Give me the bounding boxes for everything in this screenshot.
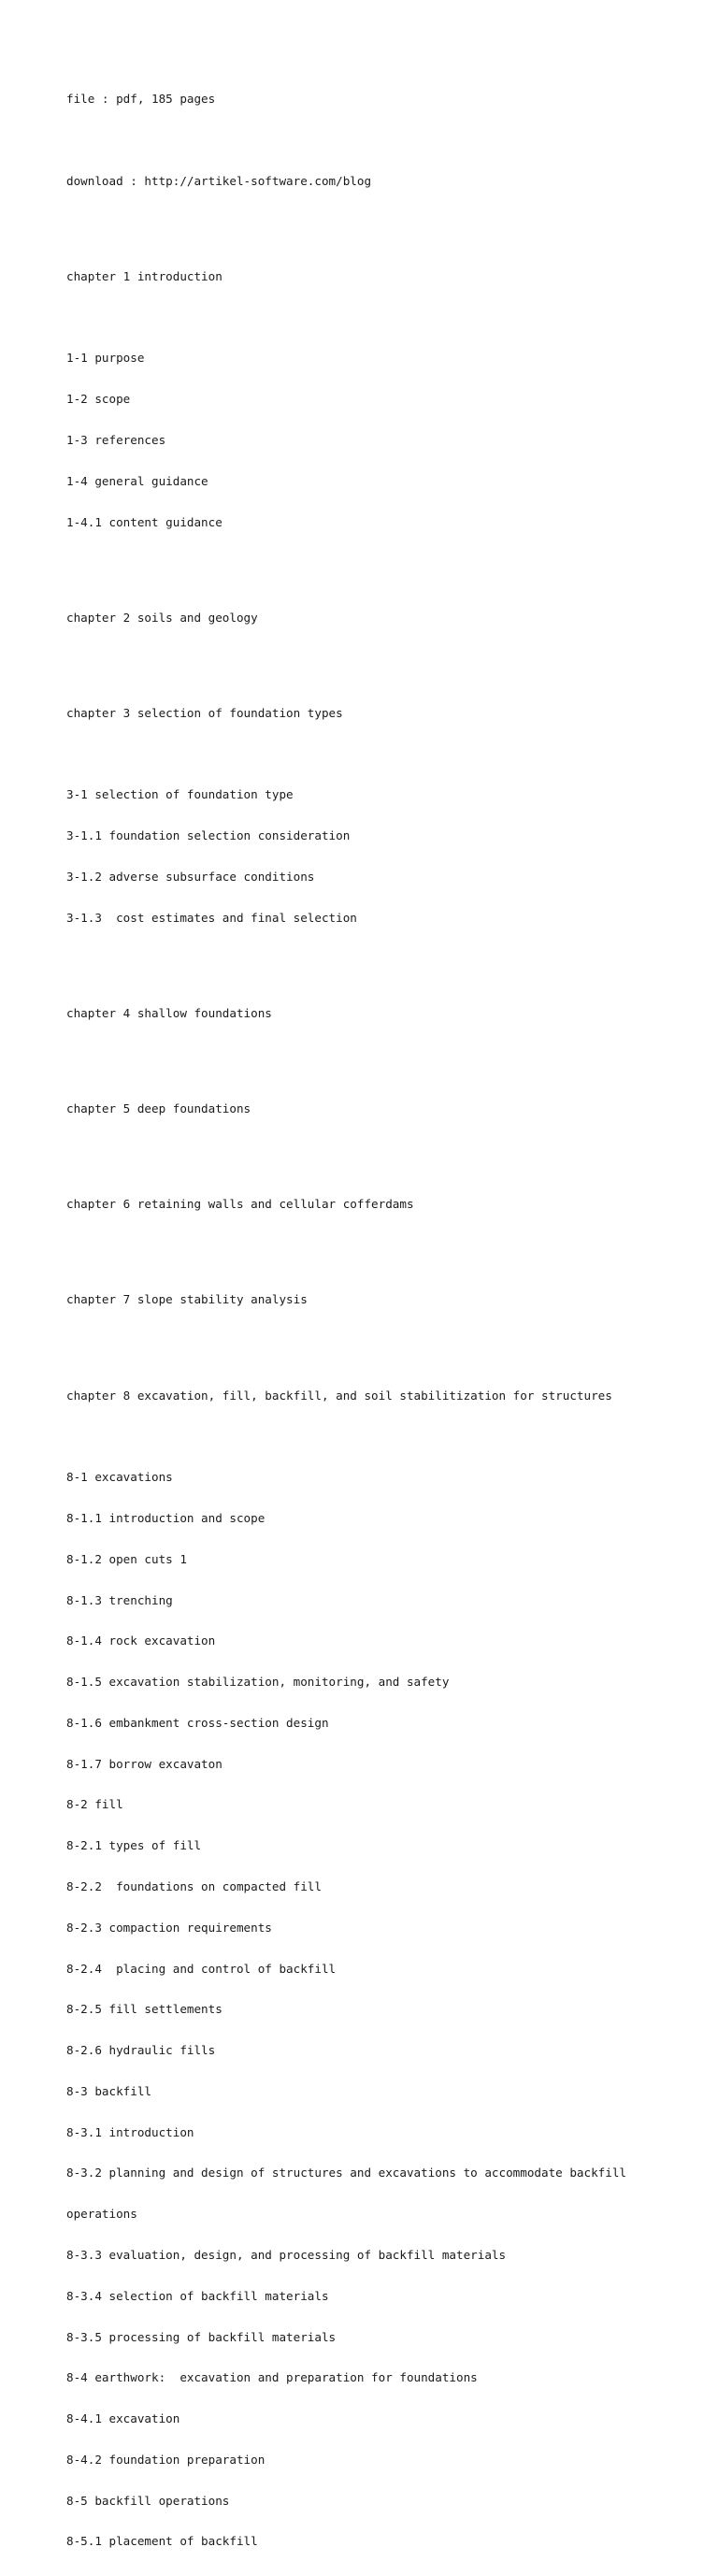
- toc-item: 8-2.1 types of fill: [66, 1838, 202, 1853]
- toc-item: 8-2.5 fill settlements: [66, 2002, 223, 2017]
- chapter-4-title: chapter 4 shallow foundations: [66, 1005, 272, 1020]
- download-line: download : http://artikel-software.com/blog: [66, 173, 372, 188]
- blank-line: [66, 1430, 683, 1444]
- toc-item: 3-1.3 cost estimates and final selection: [66, 910, 357, 925]
- toc-item: 1-3 references: [66, 433, 166, 448]
- toc-item: 1-2 scope: [66, 392, 131, 407]
- toc-item: 1-4.1 content guidance: [66, 514, 223, 529]
- blank-line: [66, 1334, 683, 1348]
- blank-line: [66, 216, 683, 230]
- document-text: [66, 65, 683, 2576]
- toc-item: 8-2.2 foundations on compacted fill: [66, 1878, 322, 1893]
- toc-item: 8-2.6 hydraulic fills: [66, 2043, 216, 2058]
- toc-item: 8-2 fill: [66, 1797, 123, 1812]
- blank-line: [66, 748, 683, 762]
- toc-item: 8-3.4 selection of backfill materials: [66, 2288, 329, 2303]
- toc-item: 3-1.2 adverse subsurface conditions: [66, 870, 315, 885]
- blank-line: [66, 953, 683, 967]
- chapter-6-title: chapter 6 retaining walls and cellular cofferdams: [66, 1197, 414, 1212]
- toc-item: 8-1.1 introduction and scope: [66, 1510, 266, 1525]
- chapter-5-title: chapter 5 deep foundations: [66, 1101, 251, 1116]
- toc-item: 1-4 general guidance: [66, 473, 208, 488]
- toc-item: 8-1.7 borrow excavaton: [66, 1756, 223, 1771]
- chapter-2-title: chapter 2 soils and geology: [66, 610, 258, 625]
- toc-item: 1-1 purpose: [66, 351, 145, 366]
- toc-item: 8-5.1 placement of backfill: [66, 2534, 258, 2549]
- toc-item: 8-1 excavations: [66, 1470, 173, 1485]
- toc-item: 3-1 selection of foundation type: [66, 787, 294, 802]
- chapter-8-title: chapter 8 excavation, fill, backfill, and soil stabilitization for structures: [66, 1388, 612, 1403]
- toc-item: 8-4.2 foundation preparation: [66, 2452, 266, 2467]
- toc-item: 8-1.3 trenching: [66, 1592, 173, 1607]
- toc-item: 8-3 backfill: [66, 2083, 151, 2098]
- toc-item: 8-1.6 embankment cross-section design: [66, 1715, 329, 1730]
- file-info-line: file : pdf, 185 pages: [66, 92, 216, 107]
- blank-line: [66, 653, 683, 667]
- blank-line: [66, 1048, 683, 1062]
- toc-item: 8-4.1 excavation: [66, 2411, 180, 2426]
- toc-item: 8-3.1 introduction: [66, 2124, 194, 2139]
- blank-line: [66, 1239, 683, 1253]
- toc-item: 3-1.1 foundation selection consideration: [66, 828, 351, 843]
- toc-item: 8-3.2 planning and design of structures and excavations to accommodate backfill: [66, 2166, 626, 2180]
- chapter-3-title: chapter 3 selection of foundation types: [66, 705, 343, 720]
- toc-item: 8-3.3 evaluation, design, and processing of backfill materials: [66, 2248, 507, 2262]
- chapter-1-title: chapter 1 introduction: [66, 268, 223, 283]
- chapter-7-title: chapter 7 slope stability analysis: [66, 1292, 308, 1307]
- blank-line: [66, 1144, 683, 1158]
- blank-line: [66, 311, 683, 325]
- toc-item: 8-3.5 processing of backfill materials: [66, 2329, 337, 2344]
- toc-item: operations: [66, 2207, 137, 2222]
- blank-line: [66, 556, 683, 570]
- toc-item: 8-5 backfill operations: [66, 2493, 230, 2508]
- toc-item: 8-4 earthwork: excavation and preparation for foundations: [66, 2370, 478, 2385]
- toc-item: 8-2.3 compaction requirements: [66, 1920, 272, 1935]
- blank-line: [66, 134, 683, 148]
- toc-item: 8-1.4 rock excavation: [66, 1633, 216, 1648]
- toc-item: 8-1.5 excavation stabilization, monitoring, and safety: [66, 1675, 450, 1690]
- toc-item: 8-1.2 open cuts 1: [66, 1551, 187, 1566]
- toc-item: 8-2.4 placing and control of backfill: [66, 1961, 337, 1976]
